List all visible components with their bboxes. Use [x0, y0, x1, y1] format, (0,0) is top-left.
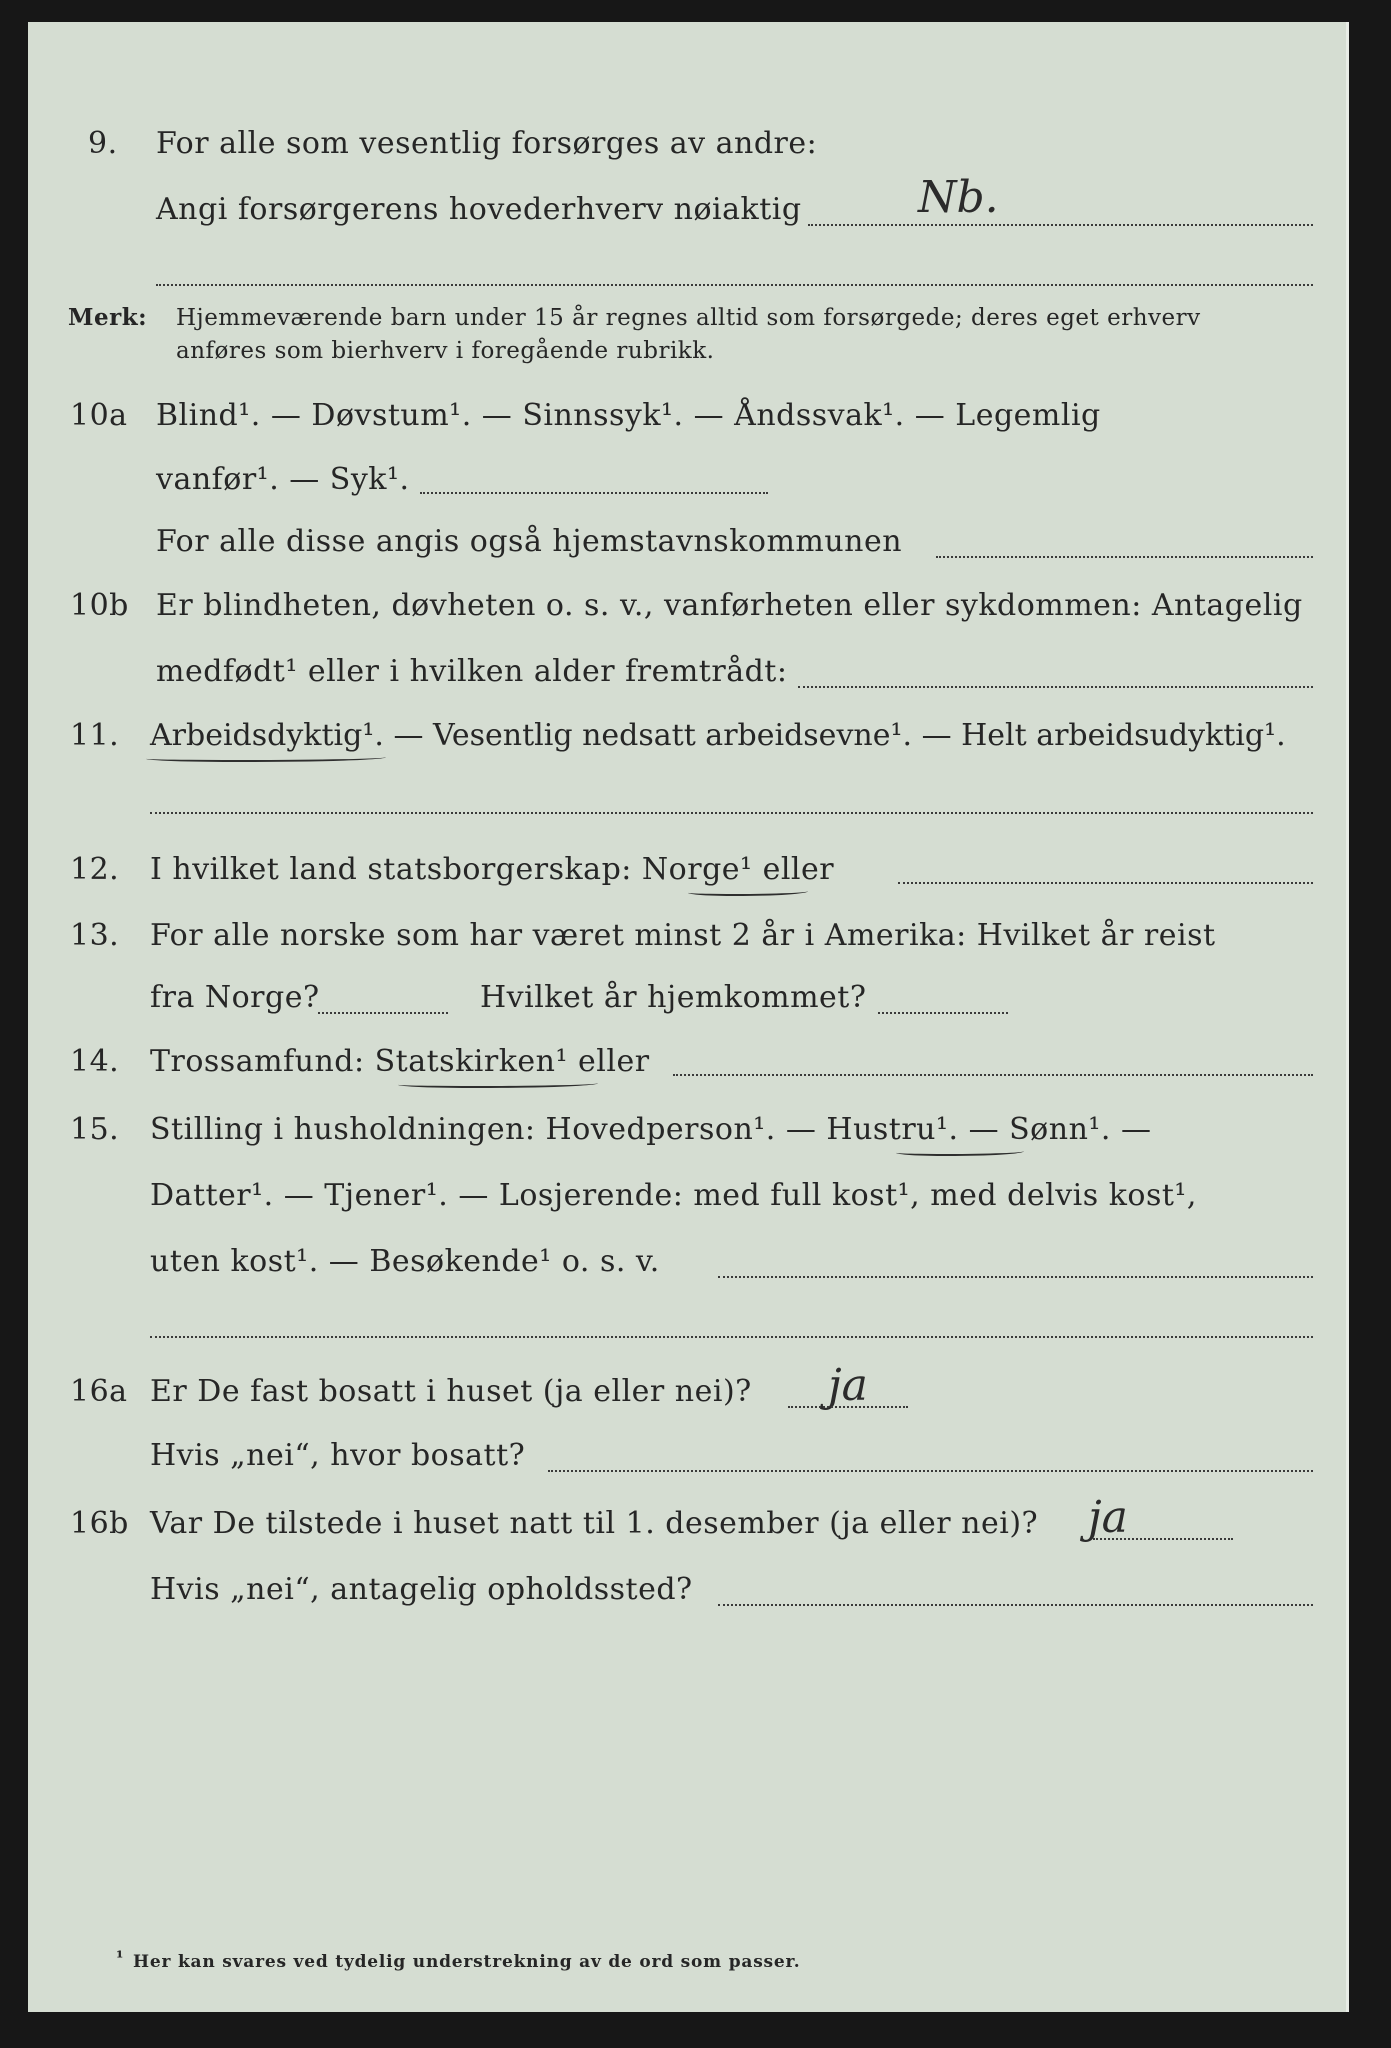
q16a-answer-line: [788, 1406, 908, 1408]
q16a-text-line2: Hvis „nei“, hvor bosatt?: [150, 1438, 526, 1473]
footnote-mark: ¹: [116, 1948, 124, 1968]
q9-text-line1: For alle som vesentlig forsørges av andre:: [156, 126, 818, 161]
census-form-sheet: [28, 22, 1349, 2012]
q11-extra-line: [150, 812, 1313, 814]
q14-answer-line: [673, 1074, 1313, 1076]
merk-label: Merk:: [68, 304, 148, 331]
footnote-text: Her kan svares ved tydelig understrekning av de ord som passer.: [133, 1952, 801, 1972]
q15-text-line1: Stilling i husholdningen: Hovedperson¹. — Hustru¹. — Sønn¹. —: [150, 1112, 1152, 1147]
q15-answer-line: [718, 1276, 1313, 1278]
q10b-text-line2: medfødt¹ eller i hvilken alder fremtrådt:: [156, 654, 788, 689]
q12-number: 12.: [70, 852, 120, 887]
q10b-text-line1: Er blindheten, døvheten o. s. v., vanførheten eller sykdommen: Antagelig: [156, 588, 1303, 623]
q10a-text-line1: Blind¹. — Døvstum¹. — Sinnssyk¹. — Åndssvak¹. — Legemlig: [156, 398, 1101, 433]
q9-handwritten-answer: Nb.: [918, 172, 999, 223]
q11-handwritten-underline: [146, 754, 386, 762]
q16a-bosatt-line: [548, 1470, 1313, 1472]
q15-text-line3: uten kost¹. — Besøkende¹ o. s. v.: [150, 1244, 660, 1279]
q13-number: 13.: [70, 918, 120, 953]
q12-answer-line: [898, 882, 1313, 884]
merk-text-line2: anføres som bierhverv i foregående rubrikk.: [176, 338, 715, 364]
q14-number: 14.: [70, 1044, 120, 1079]
q16b-text-line1: Var De tilstede i huset natt til 1. desember (ja eller nei)?: [150, 1506, 1039, 1541]
q9-answer-line: [808, 224, 1313, 226]
q9-text-line2: Angi forsørgerens hovederhverv nøiaktig: [156, 192, 802, 227]
q13-text-line1: For alle norske som har været minst 2 år i Amerika: Hvilket år reist: [150, 918, 1216, 953]
q9-extra-line: [156, 284, 1313, 286]
q14-text-line1: Trossamfund: Statskirken¹ eller: [150, 1044, 650, 1079]
q10a-number: 10a: [70, 398, 128, 433]
q10a-text-line2: vanfør¹. — Syk¹.: [156, 462, 410, 497]
q11-number: 11.: [70, 718, 120, 753]
q12-text-line1: I hvilket land statsborgerskap: Norge¹ eller: [150, 852, 835, 887]
q11-text-line1: Arbeidsdyktig¹. — Vesentlig nedsatt arbeidsevne¹. — Helt arbeidsudyktig¹.: [150, 718, 1286, 753]
q15-extra-line: [150, 1336, 1313, 1338]
q10a-syk-answer-line: [420, 492, 768, 494]
q16a-handwritten-answer: ja: [828, 1360, 868, 1411]
q13-text-line2b: Hvilket år hjemkommet?: [480, 980, 867, 1015]
q13-text-line2a: fra Norge?: [150, 980, 320, 1015]
q13-hjemkommet-line: [878, 1012, 1008, 1014]
q10b-answer-line: [798, 686, 1313, 688]
q15-handwritten-underline: [896, 1148, 1024, 1156]
q10b-number: 10b: [70, 588, 129, 623]
q14-handwritten-underline: [398, 1080, 598, 1088]
q10a-kommune-line: [936, 556, 1313, 558]
q12-handwritten-underline: [688, 888, 808, 896]
q16b-number: 16b: [70, 1506, 129, 1541]
q16b-handwritten-answer: ja: [1088, 1492, 1128, 1543]
q9-number: 9.: [88, 126, 118, 161]
q16b-opholdssted-line: [718, 1604, 1313, 1606]
q15-number: 15.: [70, 1112, 120, 1147]
q16b-text-line2: Hvis „nei“, antagelig opholdssted?: [150, 1572, 693, 1607]
q13-reist-line: [318, 1012, 448, 1014]
q16a-number: 16a: [70, 1374, 128, 1409]
q15-text-line2: Datter¹. — Tjener¹. — Losjerende: med full kost¹, med delvis kost¹,: [150, 1178, 1197, 1213]
q10a-text-line3: For alle disse angis også hjemstavnskommunen: [156, 524, 903, 559]
merk-text-line1: Hjemmeværende barn under 15 år regnes alltid som forsørgede; deres eget erhverv: [176, 305, 1201, 331]
q16a-text-line1: Er De fast bosatt i huset (ja eller nei)?: [150, 1374, 752, 1409]
q16b-answer-line: [1093, 1538, 1233, 1540]
